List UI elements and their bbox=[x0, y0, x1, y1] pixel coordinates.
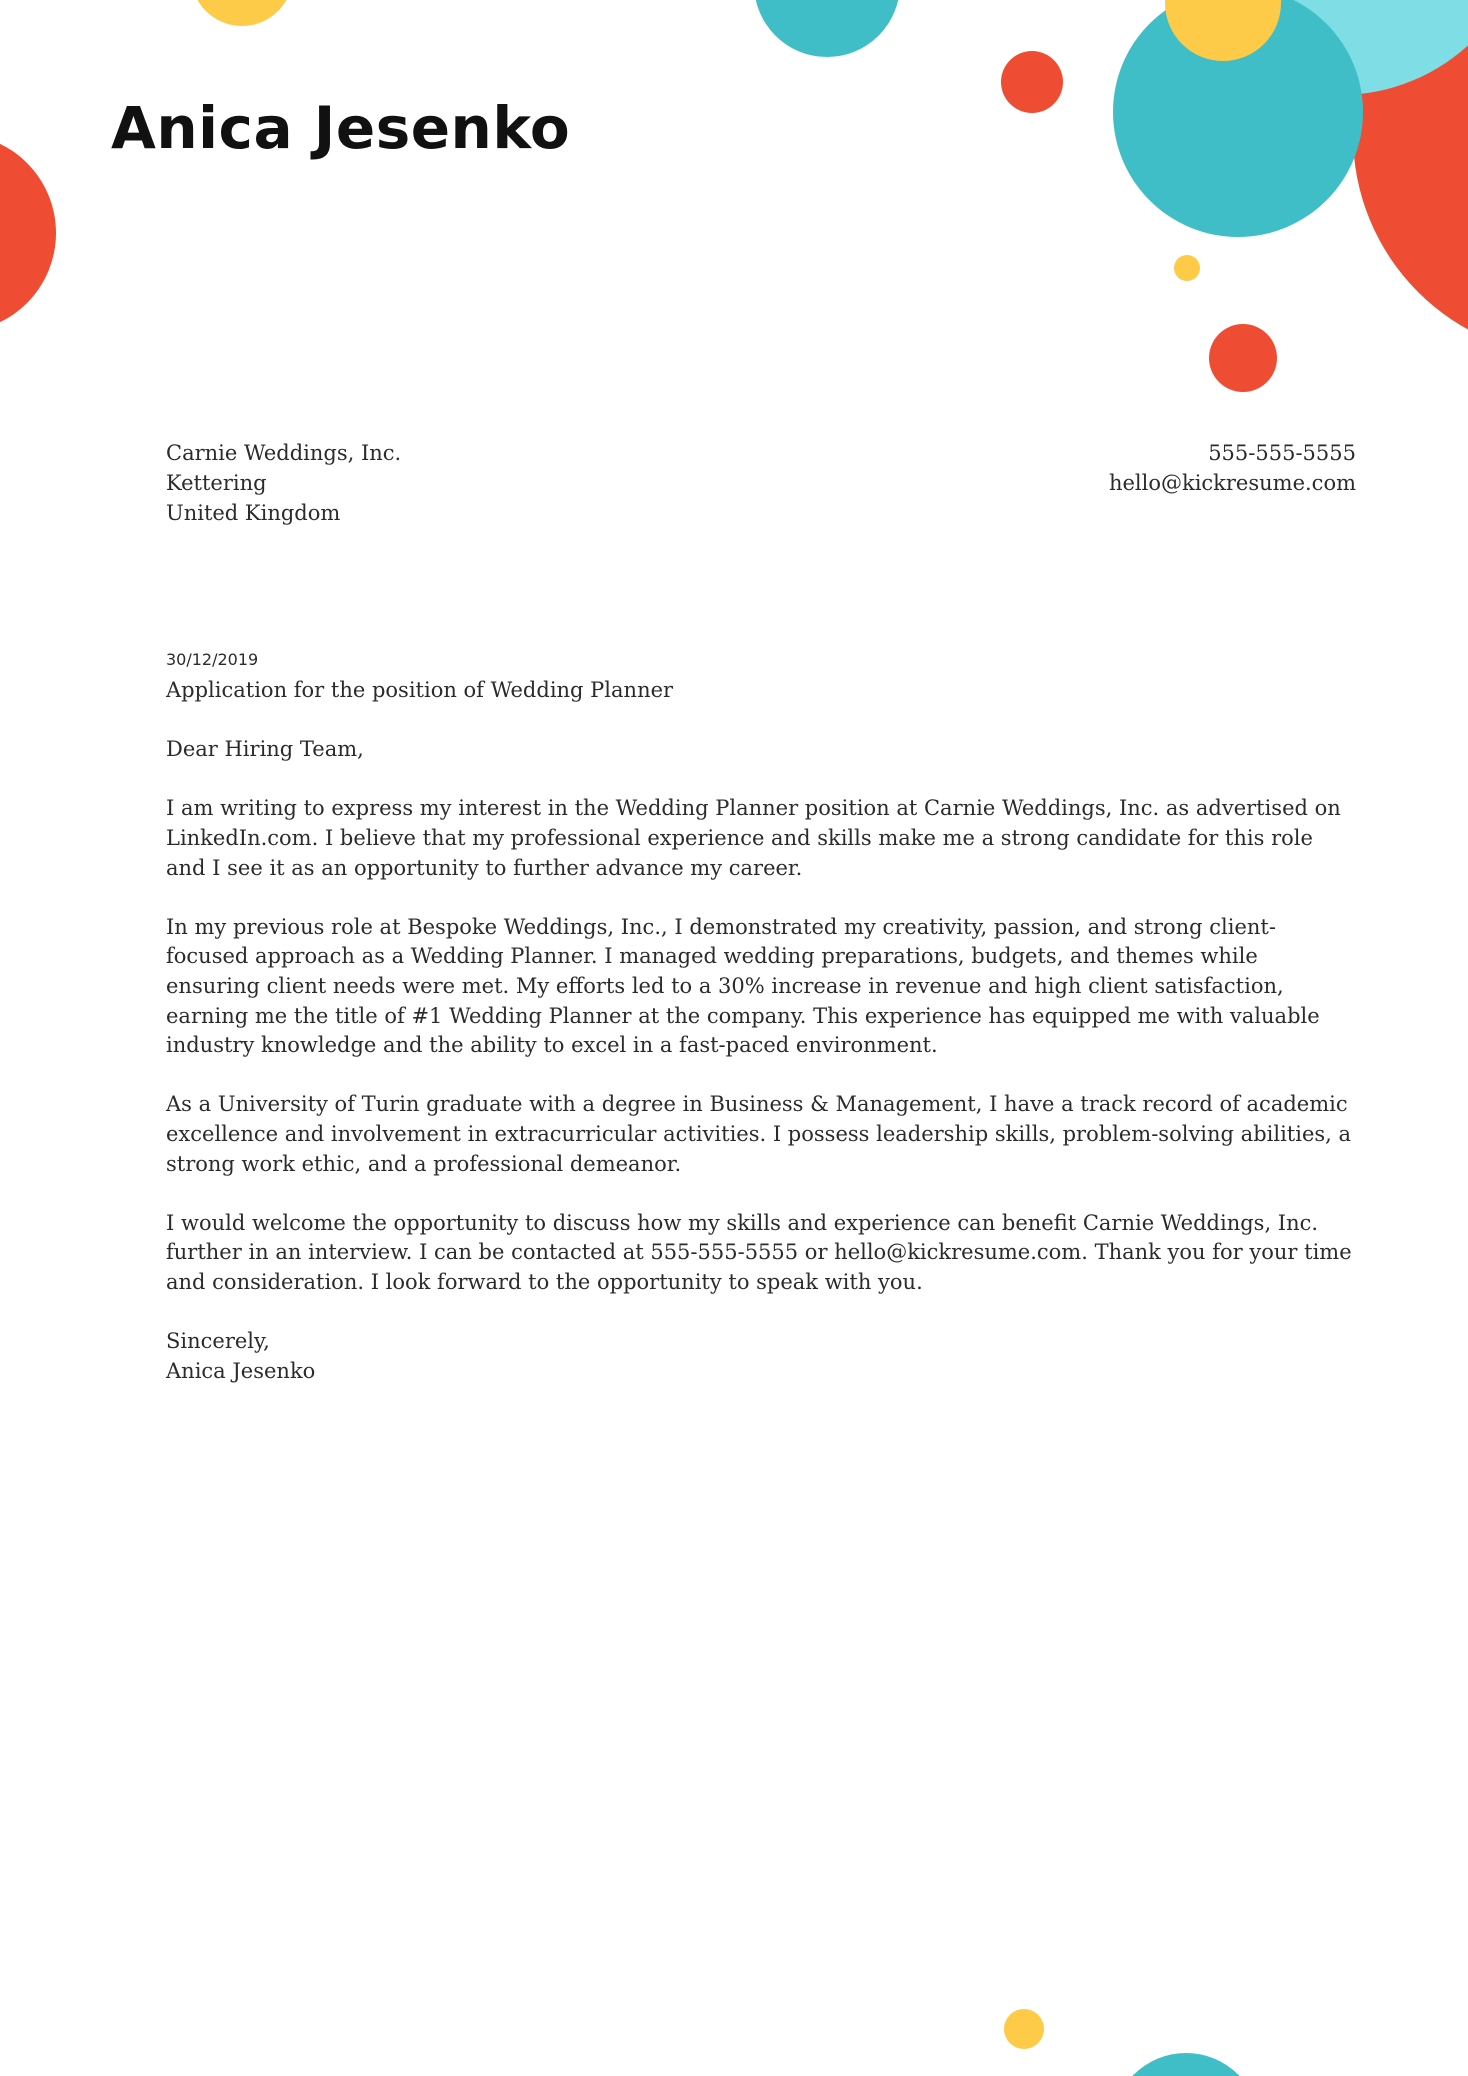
teal-circle-top bbox=[754, 0, 900, 57]
red-circle-mid bbox=[1209, 324, 1277, 392]
letter-salutation: Dear Hiring Team, bbox=[166, 737, 364, 762]
letter-date: 30/12/2019 bbox=[166, 650, 259, 669]
contact-info bbox=[1109, 438, 1356, 498]
contact-email: hello@kickresume.com bbox=[1108, 471, 1356, 495]
signature-name: Anica Jesenko bbox=[166, 1358, 316, 1383]
red-circle-left bbox=[0, 134, 56, 332]
letter-paragraph: As a University of Turin graduate with a degree in Business & Management, I have a track record of academic excellence and involvement in extracurricular activities. I possess leadership skills, problem-solving abilities, a strong work ethic, and a professional demeanor. bbox=[166, 1092, 1352, 1176]
letter-paragraph: I am writing to express my interest in the Wedding Planner position at Carnie Weddings, Inc. as advertised on LinkedIn.com. I believe that my professional experience and skills make me a strong candidate for this role and I see it as an opportunity to further advance my career. bbox=[166, 796, 1341, 880]
contact-phone: 555-555-5555 bbox=[1208, 441, 1356, 465]
letter-body bbox=[166, 676, 1356, 1416]
teal-circle bbox=[1113, 0, 1363, 237]
letter-closing bbox=[166, 1327, 1356, 1386]
small-red-circle bbox=[1001, 51, 1063, 113]
yellow-circle-bottom bbox=[1004, 2009, 1044, 2049]
letter-paragraph: In my previous role at Bespoke Weddings, Inc., I demonstrated my creativity, passion, and strong client-focused approach as a Wedding Planner. I managed wedding preparations, budgets, and themes while ensuring client needs were met. My efforts led to a 30% increase in revenue and high client satisfaction, earning me the title of #1 Wedding Planner at the company. This experience has equipped me with valuable industry knowledge and the ability to excel in a fast-paced environment. bbox=[166, 914, 1320, 1058]
large-red-circle bbox=[1353, 0, 1468, 357]
letter-subject: Application for the position of Wedding Planner bbox=[166, 678, 674, 702]
applicant-name: Anica Jesenko bbox=[111, 94, 571, 162]
light-teal-circle bbox=[1150, 0, 1468, 95]
teal-circle-bottom bbox=[1112, 2053, 1260, 2076]
tiny-yellow-circle bbox=[1174, 255, 1200, 281]
closing-phrase: Sincerely, bbox=[166, 1329, 270, 1354]
letter-paragraph: I would welcome the opportunity to discuss how my skills and experience can benefit Carnie Weddings, Inc. further in an interview. I can be contacted at 555-555-5555 or hello@kickresume.com. Thank you for your time and consideration. I look forward to the opportunity to speak with you. bbox=[166, 1210, 1352, 1294]
recipient-company: Carnie Weddings, Inc. bbox=[166, 441, 402, 465]
yellow-circle-top-left bbox=[191, 0, 293, 26]
recipient-city: Kettering bbox=[166, 471, 267, 495]
recipient-address bbox=[166, 438, 401, 528]
yellow-circle-top-right bbox=[1165, 0, 1281, 61]
recipient-country: United Kingdom bbox=[166, 501, 341, 525]
